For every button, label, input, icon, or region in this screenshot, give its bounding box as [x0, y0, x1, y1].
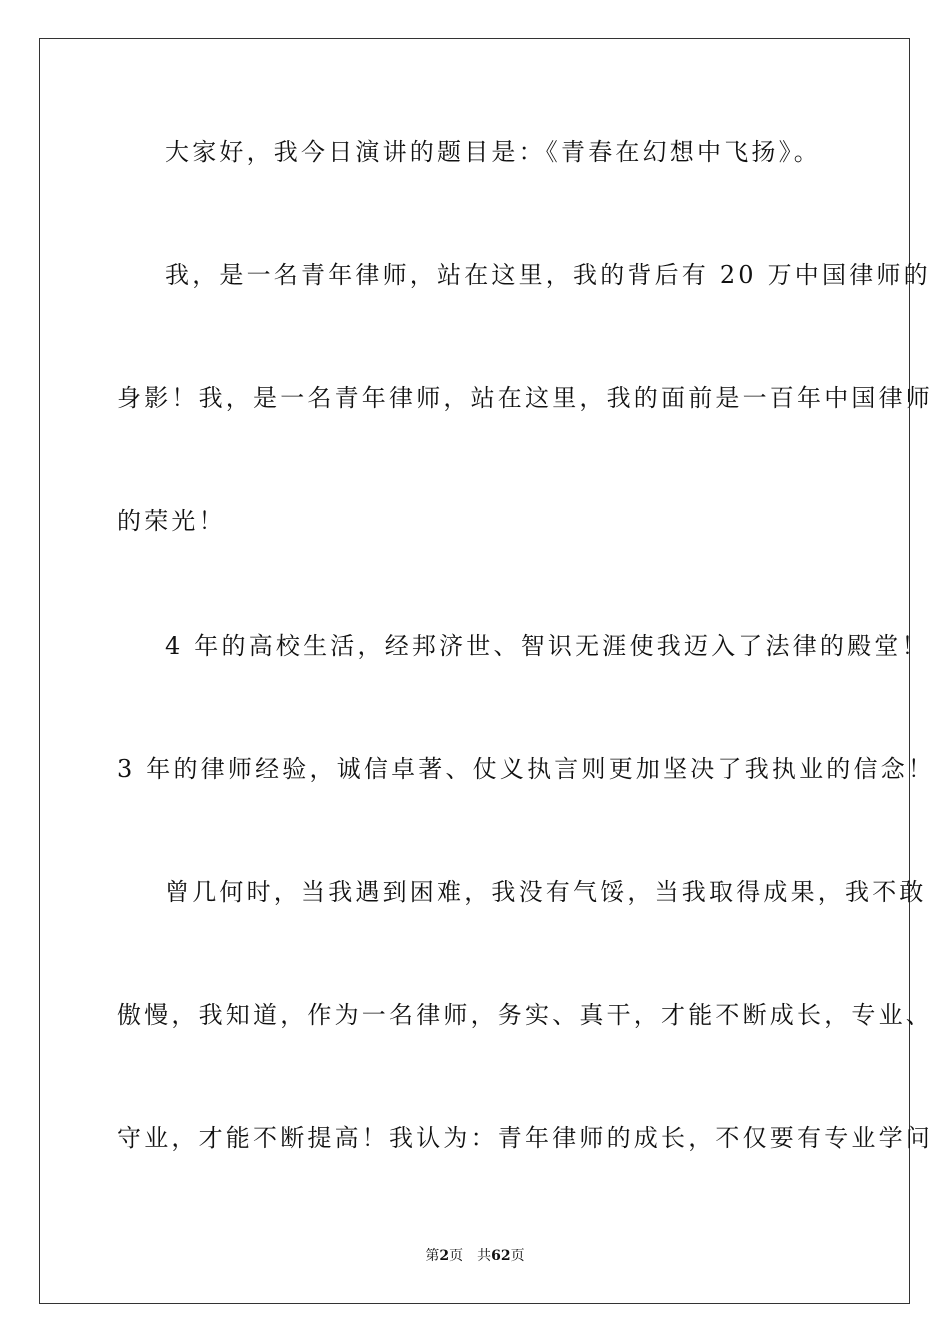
paragraph-line-2: 我，是一名青年律师，站在这里，我的背后有 20 万中国律师的 — [165, 261, 931, 289]
paragraph-line-8: 傲慢，我知道，作为一名律师，务实、真干，才能不断成长，专业、 — [117, 1001, 933, 1029]
paragraph-line-3: 身影！我，是一名青年律师，站在这里，我的面前是一百年中国律师 — [117, 384, 933, 412]
total-suffix: 页 — [510, 1248, 525, 1264]
total-pages: 62 — [491, 1248, 511, 1264]
page-footer — [0, 1247, 950, 1265]
paragraph-line-5: 4 年的高校生活，经邦济世、智识无涯使我迈入了法律的殿堂！ — [165, 632, 929, 660]
page-prefix: 第 — [425, 1248, 440, 1264]
paragraph-line-7: 曾几何时，当我遇到困难，我没有气馁，当我取得成果，我不敢 — [165, 878, 927, 906]
paragraph-line-6: 3 年的律师经验，诚信卓著、仗义执言则更加坚决了我执业的信念！ — [117, 755, 936, 783]
paragraph-line-1: 大家好，我今日演讲的题目是：《青春在幻想中飞扬》。 — [165, 138, 821, 166]
paragraph-line-4: 的荣光！ — [117, 507, 226, 535]
page-suffix: 页 — [449, 1248, 464, 1264]
page-border — [39, 38, 936, 1304]
total-prefix: 共 — [477, 1248, 492, 1264]
page-number: 2 — [439, 1248, 450, 1264]
paragraph-line-9: 守业，才能不断提高！我认为：青年律师的成长，不仅要有专业学问 — [117, 1124, 933, 1152]
